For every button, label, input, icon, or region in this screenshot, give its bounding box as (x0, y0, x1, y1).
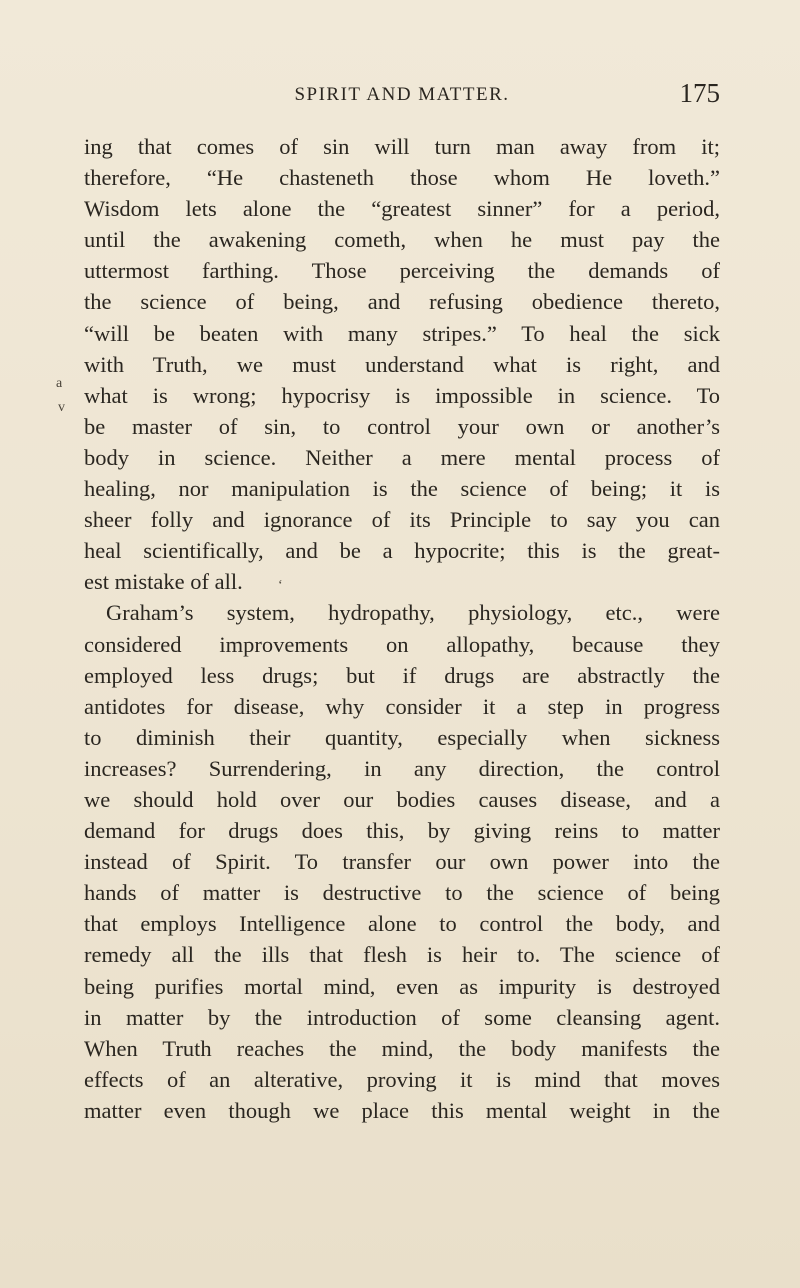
margin-note-mark: v (58, 400, 65, 415)
text-line: we should hold over our bodies causes disease, and a (84, 786, 720, 812)
text-line: remedy all the ills that flesh is heir to. The science of (84, 942, 720, 968)
text-line: hands of matter is destructive to the science of being (84, 880, 720, 906)
text-line: heal scientifically, and be a hypocrite; this is the great- (84, 538, 720, 564)
page-number: 175 (679, 78, 720, 108)
text-line: effects of an alterative, proving it is mind that moves (84, 1066, 720, 1092)
margin-note-mark: a (56, 376, 63, 391)
text-line: demand for drugs does this, by giving reins to matter (84, 818, 720, 844)
text-line: with Truth, we must understand what is right, and (84, 351, 720, 377)
text-line: considered improvements on allopathy, because they (84, 631, 720, 657)
text-line: body in science. Neither a mere mental process of (84, 444, 720, 470)
text-line: to diminish their quantity, especially when sickness (84, 724, 720, 750)
text-line: When Truth reaches the mind, the body manifests the (84, 1035, 720, 1061)
text-line: being purifies mortal mind, even as impurity is destroyed (84, 973, 720, 999)
text-line: be master of sin, to control your own or another’s (84, 413, 720, 439)
text-line: Graham’s system, hydropathy, physiology, etc., were (106, 600, 720, 626)
text-line: the science of being, and refusing obedience thereto, (84, 289, 720, 315)
margin-note-mark: ‘ (278, 578, 283, 593)
text-line: what is wrong; hypocrisy is impossible in science. To (84, 382, 720, 408)
text-line: antidotes for disease, why consider it a step in progress (84, 693, 720, 719)
running-head-title: SPIRIT AND MATTER. (294, 84, 510, 105)
text-line: matter even though we place this mental weight in the (84, 1097, 720, 1123)
text-line: increases? Surrendering, in any direction, the control (84, 755, 720, 781)
text-line: ing that comes of sin will turn man away from it; (84, 134, 720, 159)
text-line: until the awakening cometh, when he must pay the (84, 227, 720, 253)
text-line: that employs Intelligence alone to control the body, and (84, 911, 720, 937)
text-line: healing, nor manipulation is the science of being; it is (84, 476, 720, 502)
text-line: Wisdom lets alone the “greatest sinner” for a period, (84, 196, 720, 222)
body-text (84, 131, 720, 1126)
text-line: est mistake of all. (84, 569, 243, 595)
text-line: employed less drugs; but if drugs are abstractly the (84, 662, 720, 688)
text-line: “will be beaten with many stripes.” To heal the sick (84, 320, 720, 346)
running-head (84, 78, 720, 112)
text-line: sheer folly and ignorance of its Principle to say you can (84, 507, 720, 533)
text-line: in matter by the introduction of some cleansing agent. (84, 1004, 720, 1030)
text-line: instead of Spirit. To transfer our own power into the (84, 849, 720, 875)
text-line: uttermost farthing. Those perceiving the demands of (84, 258, 720, 284)
text-line: therefore, “He chasteneth those whom He loveth.” (84, 165, 720, 191)
